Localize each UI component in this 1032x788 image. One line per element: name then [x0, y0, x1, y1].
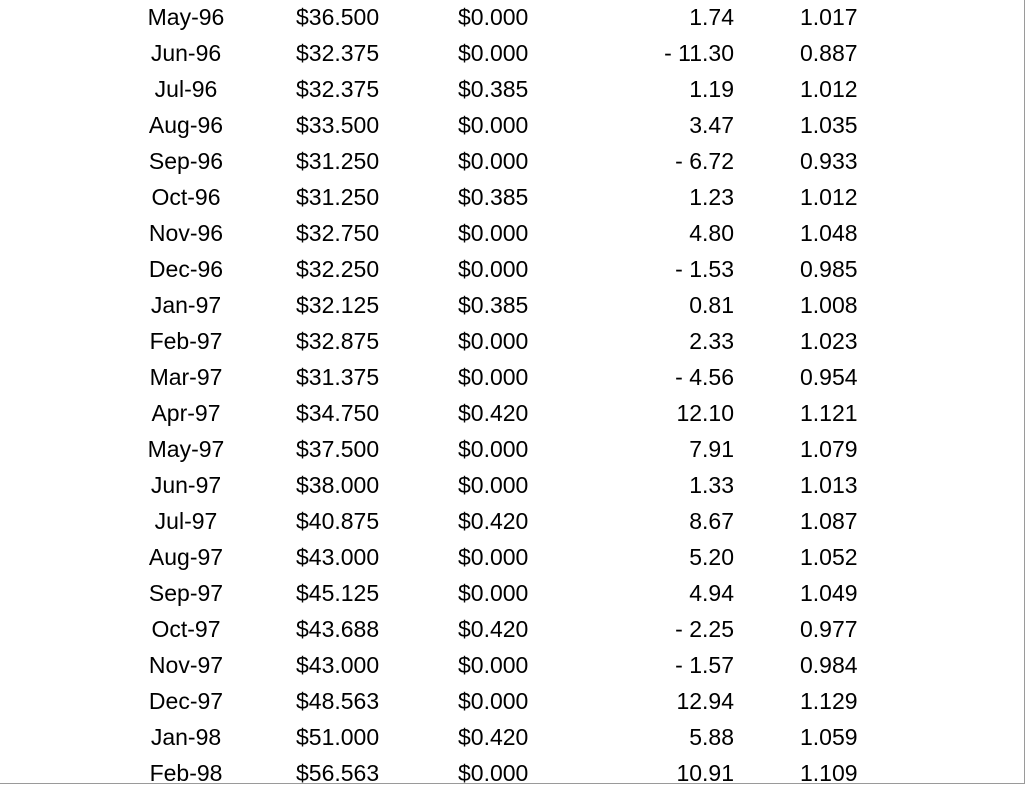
ratio-cell: 1.023 — [800, 328, 858, 354]
price-cell: $48.563 — [296, 688, 380, 714]
dividend-cell: $0.420 — [458, 724, 529, 750]
return-cell: 4.80 — [689, 220, 734, 246]
table-row — [0, 467, 1024, 503]
month-cell: Jan-98 — [150, 724, 222, 750]
dividend-cell: $0.000 — [458, 580, 529, 606]
return-cell: 1.19 — [689, 76, 734, 102]
table-row — [0, 35, 1024, 71]
return-cell: 0.81 — [689, 292, 734, 318]
price-cell: $31.375 — [296, 364, 380, 390]
ratio-cell: 1.048 — [800, 220, 858, 246]
ratio-cell: 0.984 — [800, 652, 858, 678]
ratio-cell: 0.985 — [800, 256, 858, 282]
price-cell: $56.563 — [296, 760, 380, 784]
price-cell: $37.500 — [296, 436, 380, 462]
dividend-cell: $0.000 — [458, 544, 529, 570]
dividend-cell: $0.000 — [458, 40, 529, 66]
table-row — [0, 0, 1024, 35]
month-cell: Feb-98 — [149, 760, 223, 784]
ratio-cell: 1.121 — [800, 400, 858, 426]
dividend-cell: $0.000 — [458, 4, 529, 30]
table-row — [0, 143, 1024, 179]
price-cell: $40.875 — [296, 508, 380, 534]
return-cell: 1.23 — [689, 184, 734, 210]
ratio-cell: 1.013 — [800, 472, 858, 498]
ratio-cell: 1.012 — [800, 76, 858, 102]
dividend-cell: $0.000 — [458, 328, 529, 354]
month-cell: Nov-96 — [148, 220, 224, 246]
price-cell: $31.250 — [296, 184, 380, 210]
ratio-cell: 1.035 — [800, 112, 858, 138]
month-cell: Aug-97 — [148, 544, 224, 570]
ratio-cell: 1.052 — [800, 544, 858, 570]
return-cell: - 4.56 — [675, 364, 734, 390]
table-row — [0, 287, 1024, 323]
ratio-cell: 1.079 — [800, 436, 858, 462]
return-cell: - 2.25 — [675, 616, 734, 642]
month-cell: Nov-97 — [148, 652, 224, 678]
return-cell: 7.91 — [689, 436, 734, 462]
month-cell: Dec-96 — [148, 256, 224, 282]
return-cell: 1.74 — [689, 4, 734, 30]
price-cell: $32.375 — [296, 40, 380, 66]
month-cell: Mar-97 — [149, 364, 223, 390]
return-cell: 5.88 — [689, 724, 734, 750]
table-row — [0, 431, 1024, 467]
dividend-cell: $0.000 — [458, 148, 529, 174]
dividend-cell: $0.385 — [458, 76, 529, 102]
month-cell: Oct-97 — [151, 616, 221, 642]
month-cell: Jan-97 — [150, 292, 222, 318]
table-row — [0, 719, 1024, 755]
table-row — [0, 71, 1024, 107]
ratio-cell: 0.954 — [800, 364, 858, 390]
table-row — [0, 539, 1024, 575]
price-cell: $51.000 — [296, 724, 380, 750]
month-cell: May-97 — [147, 436, 225, 462]
table-row — [0, 359, 1024, 395]
month-cell: Jun-97 — [150, 472, 222, 498]
table-row — [0, 503, 1024, 539]
table-row — [0, 647, 1024, 683]
month-cell: Jul-96 — [154, 76, 218, 102]
table-row — [0, 179, 1024, 215]
price-cell: $34.750 — [296, 400, 380, 426]
return-cell: - 1.57 — [675, 652, 734, 678]
dividend-cell: $0.000 — [458, 652, 529, 678]
table-row — [0, 755, 1024, 784]
table-row — [0, 251, 1024, 287]
return-cell: 12.94 — [676, 688, 734, 714]
dividend-cell: $0.000 — [458, 760, 529, 784]
month-cell: Sep-97 — [148, 580, 224, 606]
price-cell: $33.500 — [296, 112, 380, 138]
ratio-cell: 1.012 — [800, 184, 858, 210]
dividend-cell: $0.385 — [458, 184, 529, 210]
table-row — [0, 395, 1024, 431]
price-cell: $32.375 — [296, 76, 380, 102]
price-cell: $43.688 — [296, 616, 380, 642]
return-cell: 3.47 — [689, 112, 734, 138]
table-row — [0, 323, 1024, 359]
ratio-cell: 0.977 — [800, 616, 858, 642]
month-cell: Oct-96 — [151, 184, 221, 210]
return-cell: - 1.53 — [675, 256, 734, 282]
price-cell: $43.000 — [296, 652, 380, 678]
table-row — [0, 107, 1024, 143]
ratio-cell: 1.049 — [800, 580, 858, 606]
dividend-cell: $0.000 — [458, 256, 529, 282]
dividend-cell: $0.420 — [458, 616, 529, 642]
return-cell: 8.67 — [689, 508, 734, 534]
price-cell: $45.125 — [296, 580, 380, 606]
dividend-cell: $0.000 — [458, 472, 529, 498]
dividend-cell: $0.385 — [458, 292, 529, 318]
month-cell: May-96 — [147, 4, 225, 30]
table-row — [0, 611, 1024, 647]
return-cell: 12.10 — [676, 400, 734, 426]
dividend-cell: $0.000 — [458, 364, 529, 390]
price-cell: $32.750 — [296, 220, 380, 246]
ratio-cell: 1.017 — [800, 4, 858, 30]
table-row — [0, 215, 1024, 251]
ratio-cell: 0.887 — [800, 40, 858, 66]
price-cell: $31.250 — [296, 148, 380, 174]
table-row — [0, 683, 1024, 719]
return-cell: 5.20 — [689, 544, 734, 570]
month-cell: Dec-97 — [148, 688, 224, 714]
ratio-cell: 0.933 — [800, 148, 858, 174]
return-cell: - 6.72 — [675, 148, 734, 174]
return-cell: 4.94 — [689, 580, 734, 606]
return-cell: 2.33 — [689, 328, 734, 354]
price-cell: $36.500 — [296, 4, 380, 30]
return-cell: 10.91 — [676, 760, 734, 784]
month-cell: Jul-97 — [154, 508, 218, 534]
dividend-cell: $0.420 — [458, 400, 529, 426]
month-cell: Apr-97 — [151, 400, 221, 426]
price-cell: $32.250 — [296, 256, 380, 282]
ratio-cell: 1.008 — [800, 292, 858, 318]
ratio-cell: 1.109 — [800, 760, 858, 784]
ratio-cell: 1.129 — [800, 688, 858, 714]
table-row — [0, 575, 1024, 611]
price-cell: $43.000 — [296, 544, 380, 570]
price-cell: $32.875 — [296, 328, 380, 354]
ratio-cell: 1.059 — [800, 724, 858, 750]
dividend-cell: $0.420 — [458, 508, 529, 534]
dividend-cell: $0.000 — [458, 688, 529, 714]
price-cell: $38.000 — [296, 472, 380, 498]
month-cell: Feb-97 — [149, 328, 223, 354]
ratio-cell: 1.087 — [800, 508, 858, 534]
dividend-cell: $0.000 — [458, 436, 529, 462]
dividend-cell: $0.000 — [458, 112, 529, 138]
dividend-cell: $0.000 — [458, 220, 529, 246]
return-cell: - 11.30 — [664, 40, 734, 66]
return-cell: 1.33 — [689, 472, 734, 498]
price-cell: $32.125 — [296, 292, 380, 318]
month-cell: Jun-96 — [150, 40, 222, 66]
month-cell: Aug-96 — [148, 112, 224, 138]
month-cell: Sep-96 — [148, 148, 224, 174]
